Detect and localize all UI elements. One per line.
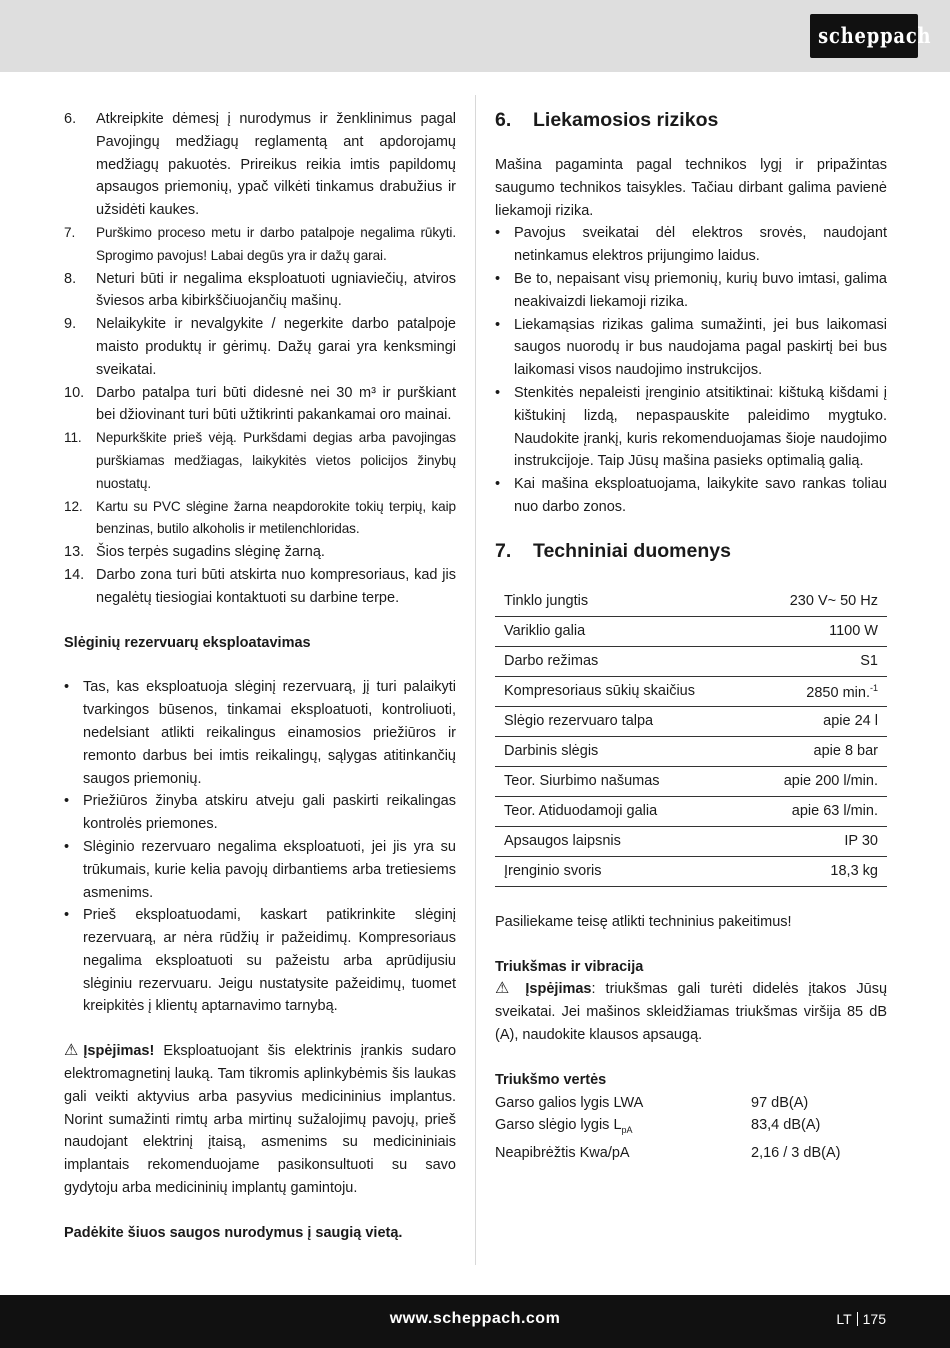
table-row: [495, 616, 887, 646]
column-divider: [475, 95, 476, 1265]
list-item: [64, 790, 456, 836]
item-text: Prieš eksploatuodami, kaskart patikrinkite slėginį rezervuarą, ar nėra rūdžių ir pažeidimų. Kompresoriaus negalima eksploatuoti su pažeistu arba aprūdijusiu slėginiu rezervuaru. Jeigu nustatysite pažeidimų, tuomet kreipkitės į klientų aptarnavimo tarnybą.: [83, 907, 456, 1015]
list-item: [64, 836, 456, 904]
list-item: [64, 222, 456, 268]
item-text: Kai mašina eksploatuojama, laikykite savo rankas toliau nuo darbo zonos.: [514, 476, 887, 515]
item-text: Darbo patalpa turi būti didesnė nei 30 m³ ir purškiant bei džiovinant turi būti užtikrinti pakankamai oro mainai.: [96, 384, 456, 424]
risks-bullet-list: [495, 222, 887, 518]
spec-value: apie 63 l/min.: [750, 796, 887, 826]
spray-safety-list: [64, 108, 456, 610]
page-number: 175: [862, 1311, 886, 1327]
spec-label: Teor. Atiduodamoji galia: [495, 796, 750, 826]
noise-warning-text: : triukšmas gali turėti didelės įtakos Jūsų sveikatai. Jei mašinos skleidžiamas triukšmas viršija 85 dB (A), naudokite klausos apsaugą.: [495, 981, 888, 1043]
section-title: Liekamosios rizikos: [533, 109, 719, 131]
spec-label: Darbo režimas: [495, 646, 750, 676]
spec-value: 230 V~ 50 Hz: [750, 587, 887, 617]
spec-label: Apsaugos laipsnis: [495, 826, 750, 856]
warning-text: Eksploatuojant šis elektrinis įrankis sudaro elektromagnetinį lauką. Tam tikromis aplinkybėmis šis laukas gali veikti aktyvius arba pasyvius medicininius implantus. Norint sumažinti rimtų arba mirtinų sužalojimų pavojų, prieš naudojant elektrinį įtaisą, asmenims su medicininiais implantais rekomenduojame pasikonsultuoti su savo gydytoju arba medicininių implantų gamintoju.: [64, 1043, 457, 1197]
noise-warning-label: Įspėjimas: [525, 981, 592, 998]
item-text: Nepurkškite prieš vėją. Purkšdami degias arba pavojingas purškiamas medžiagas, laikykitės vietos policijos žinybų nuostatų.: [96, 430, 456, 491]
item-number: 9.: [64, 316, 77, 333]
list-item: [64, 496, 456, 542]
spec-label: Darbinis slėgis: [495, 736, 750, 766]
section-title-technical-data: [495, 539, 887, 563]
spec-label: Teor. Siurbimo našumas: [495, 766, 750, 796]
tank-heading: Slėginių rezervuarų eksploatavimas: [64, 634, 311, 651]
bullet: •: [64, 793, 70, 810]
bullet: •: [64, 907, 70, 924]
list-item: [64, 676, 456, 790]
bullet: •: [495, 270, 501, 287]
spec-value: apie 8 bar: [750, 736, 887, 766]
list-item: [64, 904, 456, 1018]
noise-value: 97 dB(A): [751, 1094, 809, 1111]
noise-values-list: [495, 1092, 887, 1165]
list-item: [64, 382, 456, 428]
list-item: [495, 222, 887, 268]
table-row: [495, 796, 887, 826]
noise-values-heading: Triukšmo vertės: [495, 1071, 607, 1088]
spec-value-cell: [750, 676, 887, 706]
noise-value-sub: pA: [621, 1125, 633, 1136]
list-item: [495, 473, 887, 519]
section-title-residual-risks: [495, 108, 887, 132]
list-item: [64, 313, 456, 381]
noise-value-label: Garso slėgio lygis L: [495, 1117, 622, 1134]
section-number: 7.: [495, 539, 512, 562]
noise-heading: Triukšmas ir vibracija: [495, 958, 644, 975]
item-text: Liekamąsias rizikas galima sumažinti, jei bus laikomasi saugos nuorodų ir bus naudojama pagal paskirtį bei bus laikomasi visos naudojimo instrukcijos.: [514, 316, 887, 379]
bullet: •: [495, 384, 501, 401]
header-bar: [0, 0, 950, 72]
tank-bullet-list: [64, 676, 456, 1018]
item-text: Šios terpės sugadins slėginę žarną.: [96, 544, 325, 561]
spec-value: 2850 min.: [806, 685, 870, 702]
spec-label: Įrenginio svoris: [495, 856, 750, 886]
logo-text: scheppach: [818, 23, 932, 48]
section-title: Techniniai duomenys: [533, 539, 731, 562]
bullet: •: [64, 838, 70, 855]
item-text: Atkreipkite dėmesį į nurodymus ir ženklinimus pagal Pavojingų medžiagų reglamentą ant apdorojamų medžiagų pakuotės. Prireikus reikia imtis papildomų apsaugos priemonių, ypač vilkėti tinkamus drabužius ir užsidėti kaukes.: [96, 111, 456, 219]
keep-instructions-note: Padėkite šiuos saugos nurodymus į saugią vietą.: [64, 1224, 403, 1241]
footer-url[interactable]: www.scheppach.com: [389, 1310, 561, 1327]
noise-value: 2,16 / 3 dB(A): [751, 1145, 841, 1162]
spec-label: Tinklo jungtis: [495, 587, 750, 617]
technical-changes-note: Pasiliekame teisę atlikti techninius pakeitimus!: [495, 913, 792, 930]
item-text: Stenkitės nepaleisti įrenginio atsitiktinai: kištuką kišdami į kištukinį lizdą, nepaspauskite paleidimo mygtuko. Naudokite įrankį, kuris rekomenduojamas šioje naudojimo instrukcijoje. Taip Jūsų mašina pasieks optimalią galią.: [514, 384, 887, 470]
bullet: •: [64, 679, 70, 696]
noise-value: 83,4 dB(A): [751, 1117, 821, 1134]
item-number: 7.: [64, 224, 76, 240]
page-indicator: [836, 1295, 886, 1343]
item-number: 12.: [64, 498, 83, 514]
spec-value-sup: -1: [869, 683, 878, 694]
list-item: [64, 268, 456, 314]
item-text: Neturi būti ir negalima eksploatuoti ugniaviečių, atviros šviesos arba kibirkščiuojančių mašinų.: [96, 270, 456, 310]
list-item: [64, 564, 456, 610]
section-number: 6.: [495, 109, 512, 131]
item-text: Pavojus sveikatai dėl elektros srovės, naudojant netinkamus elektros prijungimo laidus.: [514, 225, 887, 265]
table-row: [495, 856, 887, 886]
spec-value: apie 200 l/min.: [750, 766, 887, 796]
table-row: [495, 826, 887, 856]
right-column: [495, 108, 887, 1165]
list-item: [64, 427, 456, 495]
spec-value: IP 30: [750, 826, 887, 856]
list-item: [495, 314, 887, 382]
item-number: 11.: [64, 430, 82, 446]
spec-label: Variklio galia: [495, 616, 750, 646]
spec-value: apie 24 l: [750, 706, 887, 736]
list-item: [64, 541, 456, 564]
spec-label: Kompresoriaus sūkių skaičius: [495, 676, 750, 706]
noise-value-label-cell: [495, 1114, 751, 1142]
list-item: [495, 382, 887, 473]
noise-value-label: Neapibrėžtis Kwa/pA: [495, 1145, 630, 1162]
separator: [857, 1312, 858, 1326]
language-code: LT: [836, 1311, 852, 1327]
item-number: 6.: [64, 111, 77, 127]
table-row: [495, 646, 887, 676]
warning-triangle-icon: ⚠: [495, 980, 516, 998]
item-number: 8.: [64, 270, 77, 287]
technical-data-table: [495, 587, 887, 887]
list-item: [64, 108, 456, 222]
bullet: •: [495, 476, 501, 493]
item-text: Nelaikykite ir nevalgykite / negerkite darbo patalpoje maisto produktų ir gėrimų. Dažų garai yra kenksmingi sveikatai.: [96, 316, 456, 378]
table-row: [495, 766, 887, 796]
noise-warning: [495, 978, 887, 1046]
item-text: Priežiūros žinyba atskiru atveju gali paskirti reikalingas kontrolės priemones.: [83, 793, 456, 833]
scheppach-logo: [810, 14, 932, 58]
bullet: •: [495, 225, 501, 242]
warning-label: Įspėjimas!: [83, 1043, 155, 1060]
item-text: Purškimo proceso metu ir darbo patalpoje negalima rūkyti. Sprogimo pavojus! Labai degūs yra ir dažų garai.: [96, 224, 456, 263]
table-row: [495, 706, 887, 736]
spec-value: 1100 W: [750, 616, 887, 646]
item-number: 14.: [64, 566, 85, 583]
table-row: [495, 587, 887, 617]
warning-triangle-icon: ⚠: [64, 1042, 84, 1060]
list-item: [495, 268, 887, 314]
item-text: Darbo zona turi būti atskirta nuo kompresoriaus, kad jis negalėtų tiesiogiai kontaktuoti su darbine terpe.: [96, 566, 456, 606]
left-column: [64, 108, 456, 1245]
emf-warning: [64, 1040, 456, 1200]
table-row: [495, 676, 887, 706]
item-text: Be to, nepaisant visų priemonių, kurių buvo imtasi, galima neakivaizdi liekamoji rizika.: [514, 270, 887, 310]
spec-value: S1: [750, 646, 887, 676]
item-text: Kartu su PVC slėgine žarna neapdorokite tokių terpių, kaip benzinas, butilo alkoholis ir metilenchloridas.: [96, 498, 456, 537]
item-text: Tas, kas eksploatuoja slėginį rezervuarą, jį turi palaikyti tvarkingos būsenos, tinkamai eksploatuoti, kontroliuoti, nedelsiant atlikti reikalingus einamosios priežiūros ir remonto darbus bei imtis reikalingų, sąlygas atitinkančių saugos priemonių.: [83, 679, 456, 787]
spec-value: 18,3 kg: [750, 856, 887, 886]
footer-bar: [0, 1295, 950, 1348]
spec-label: Slėgio rezervuaro talpa: [495, 706, 750, 736]
item-text: Slėginio rezervuaro negalima eksploatuoti, jei jis yra su trūkumais, kurie kelia pavojų dirbantiems arba tretiesiems asmenims.: [83, 838, 456, 901]
risks-intro: Mašina pagaminta pagal technikos lygį ir pripažintas saugumo technikos taisykles. Tačiau dirbant galima pavienė liekamoji rizika.: [495, 157, 887, 219]
noise-value-label: Garso galios lygis LWA: [495, 1094, 644, 1111]
table-row: [495, 736, 887, 766]
item-number: 10.: [64, 384, 85, 401]
bullet: •: [495, 316, 501, 333]
item-number: 13.: [64, 544, 85, 561]
